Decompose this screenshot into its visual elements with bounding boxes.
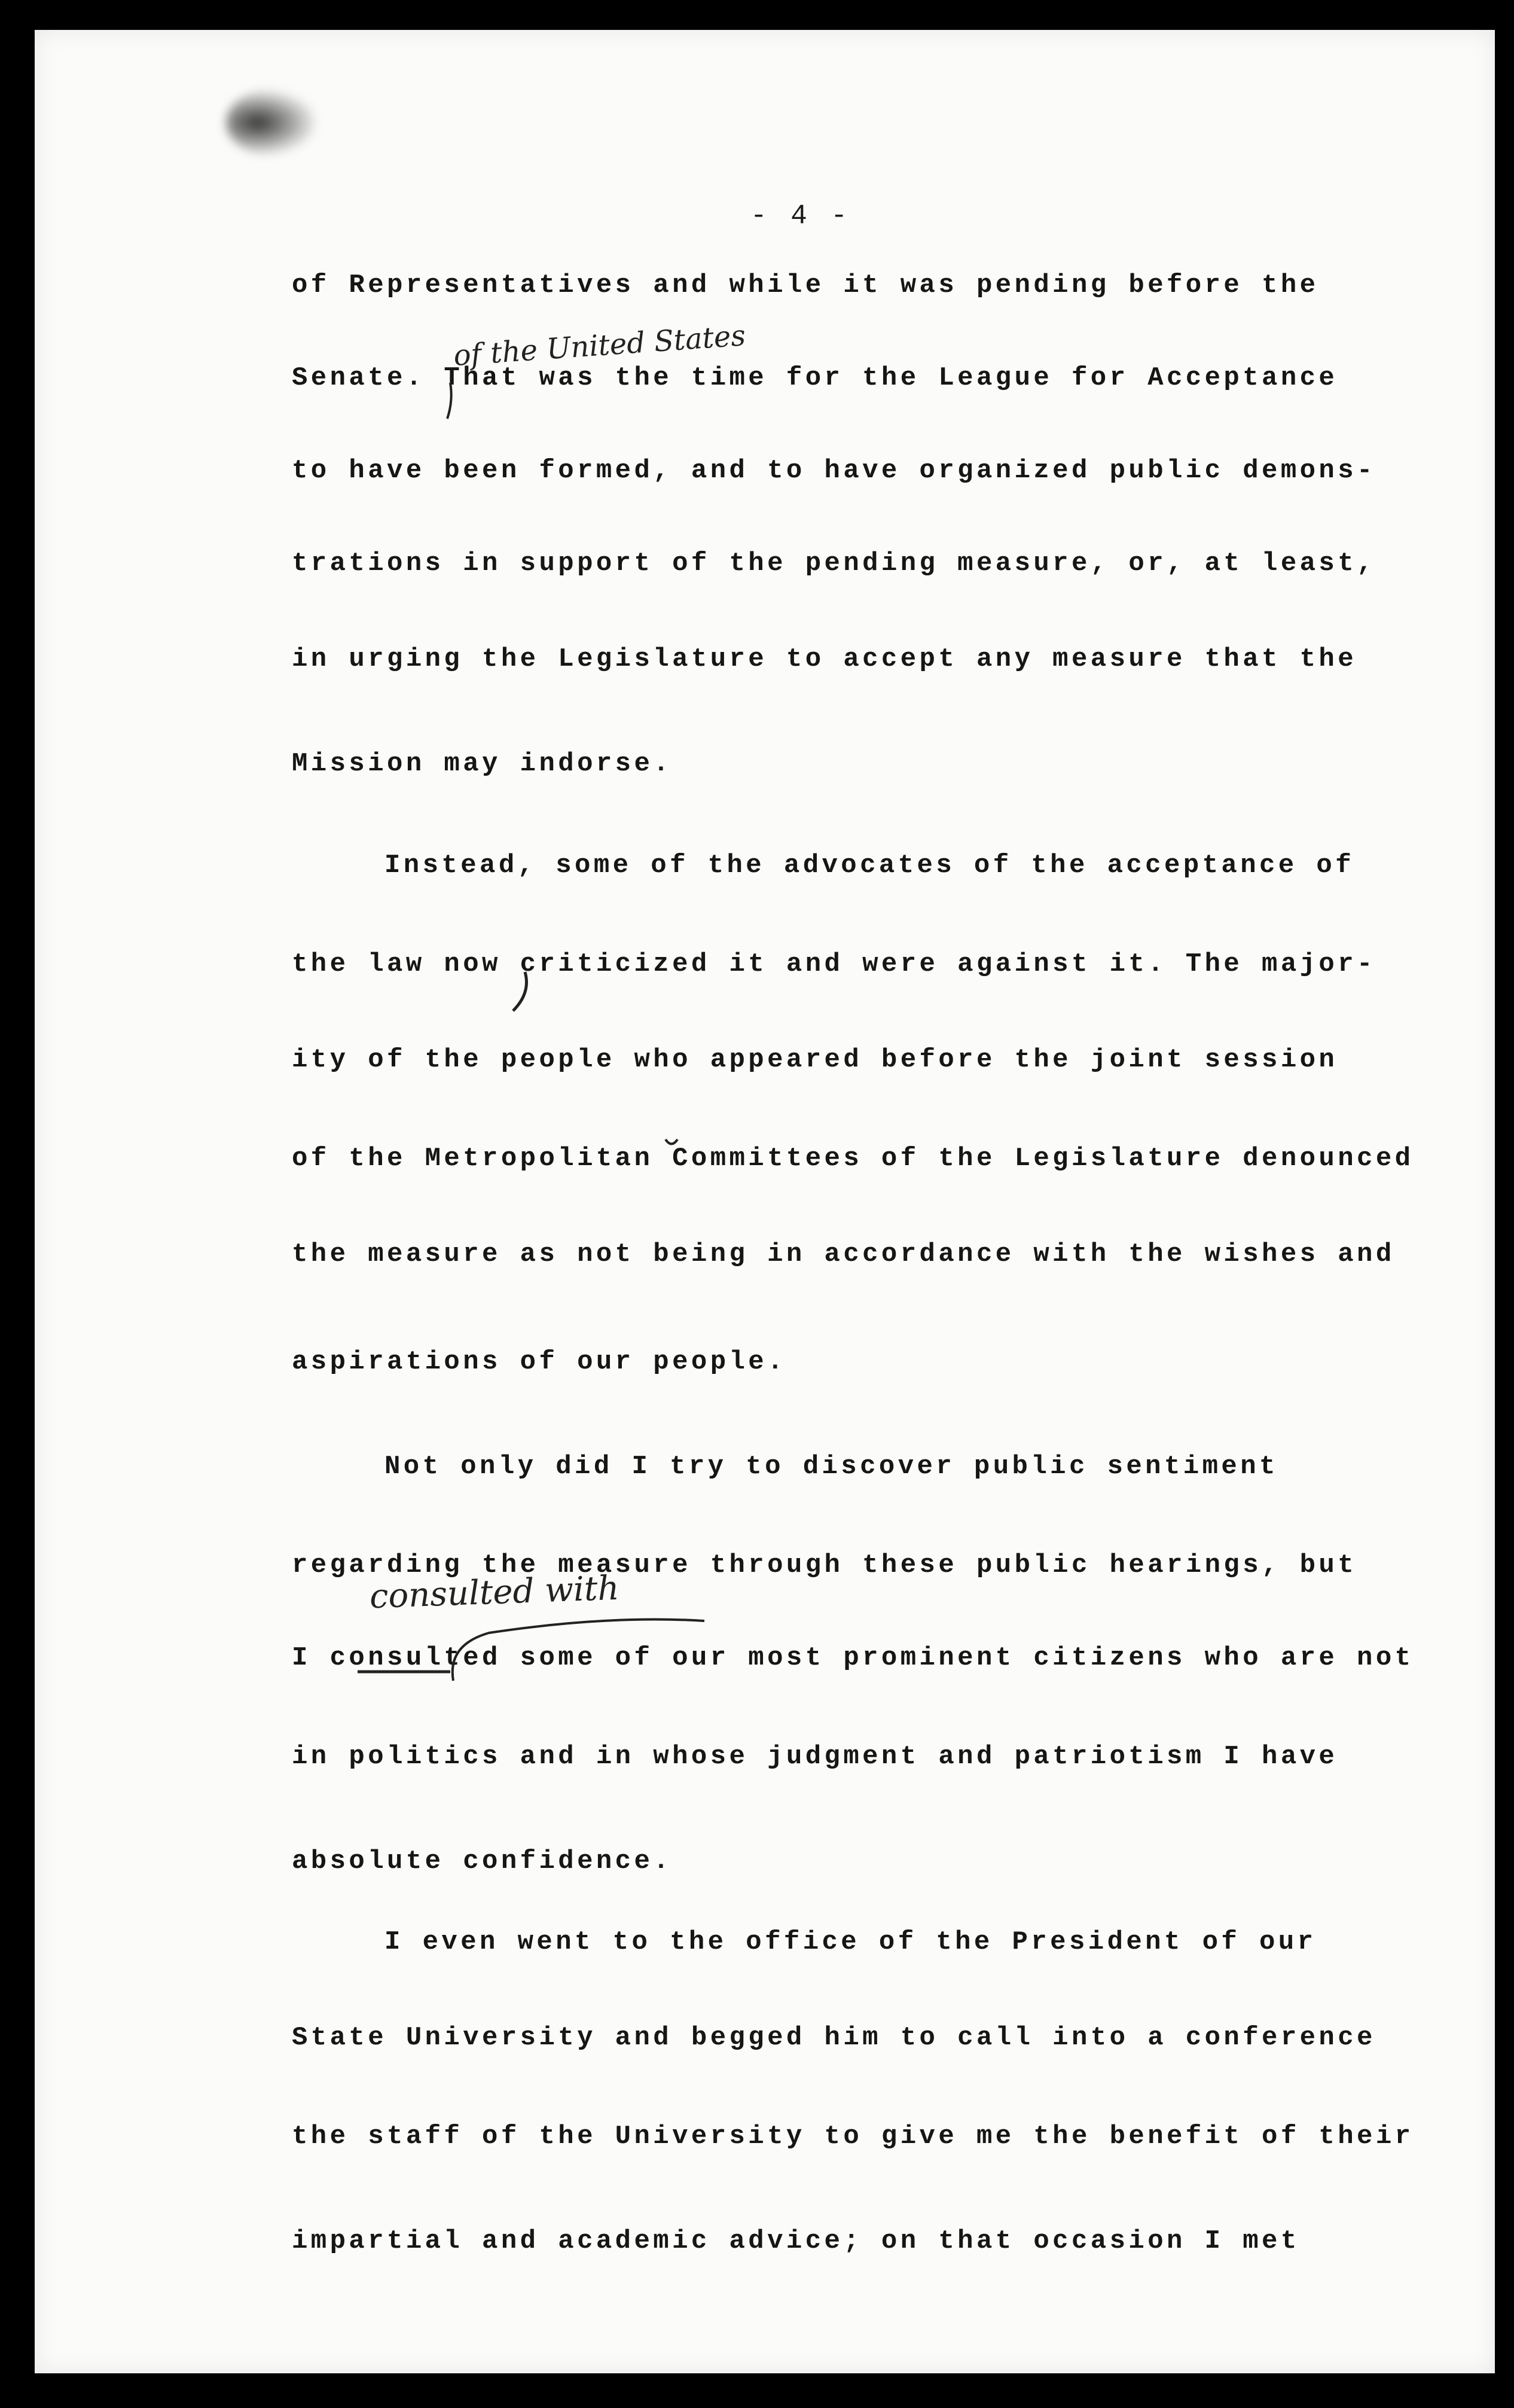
page-number: - 4 - xyxy=(750,200,851,231)
text-line: trations in support of the pending measure, or, at least, xyxy=(292,548,1376,578)
text-line: of Representatives and while it was pending before the xyxy=(292,270,1319,300)
text-line: Mission may indorse. xyxy=(292,749,673,779)
handwritten-insertion: of the United States xyxy=(452,319,747,373)
text-line: I even went to the office of the President of our xyxy=(384,1927,1317,1957)
text-line: aspirations of our people. xyxy=(292,1347,786,1377)
text-line: the staff of the University to give me the benefit of their xyxy=(292,2122,1414,2151)
text-line: the law now criticized it and were against it. The major- xyxy=(292,949,1376,979)
text-line: impartial and academic advice; on that occasion I met xyxy=(292,2226,1300,2256)
text-line: to have been formed, and to have organized public demons- xyxy=(292,456,1376,486)
text-line: ity of the people who appeared before the joint session xyxy=(292,1045,1338,1075)
text-line: the measure as not being in accordance with the wishes and xyxy=(292,1239,1395,1269)
handwritten-correction: consulted with xyxy=(368,1568,620,1617)
text-line: Senate. That was the time for the League for Acceptance xyxy=(292,363,1338,393)
text-line: regarding the measure through these public hearings, but xyxy=(292,1550,1357,1580)
document-page xyxy=(35,30,1495,2373)
text-line: of the Metropolitan Committees of the Legislature denounced xyxy=(292,1144,1414,1173)
text-line: Not only did I try to discover public sentiment xyxy=(384,1452,1278,1482)
text-line: absolute confidence. xyxy=(292,1846,673,1876)
text-line: in politics and in whose judgment and patriotism I have xyxy=(292,1742,1338,1772)
text-line: Instead, some of the advocates of the acceptance of xyxy=(384,851,1355,880)
ink-smudge xyxy=(226,90,316,156)
text-line: in urging the Legislature to accept any measure that the xyxy=(292,644,1357,674)
text-line: I consulted some of our most prominent citizens who are not xyxy=(292,1643,1414,1673)
text-line: State University and begged him to call into a conference xyxy=(292,2023,1376,2053)
